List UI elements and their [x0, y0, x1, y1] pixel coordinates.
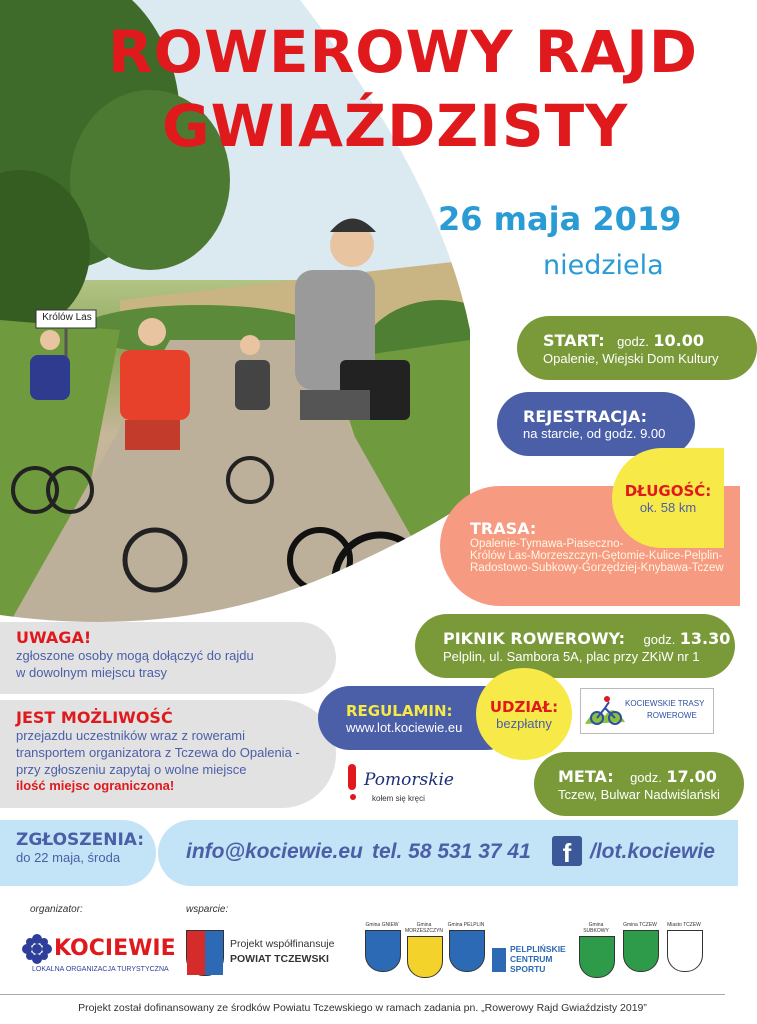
picnic-place: Pelplin, ul. Sambora 5A, plac przy ZKiW nr 1: [443, 648, 700, 664]
picnic-label: PIKNIK ROWEROWY:: [443, 628, 626, 648]
pomorskie-name: Pomorskie: [364, 770, 454, 790]
crest-label: Gmina TCZEW: [623, 922, 657, 928]
route-line-1: Opalenie-Tymawa-Piaseczno-: [470, 537, 624, 550]
picnic-time-prefix: godz.: [643, 631, 676, 647]
participation-label: UDZIAŁ:: [489, 697, 559, 716]
route-line-3: Radostowo-Subkowy-Gorzędziej-Knybawa-Tczew: [470, 561, 724, 574]
crest-label: Gmina PELPLIN: [447, 922, 485, 928]
trails-logo: [580, 688, 714, 734]
bishop-icon: [449, 930, 485, 972]
crest-label: Gmina MORZESZCZYN: [404, 922, 444, 934]
crest-label: Gmina GNIEW: [365, 922, 399, 928]
exclamation-icon: [348, 764, 356, 790]
sports-center-line-1: PELPLIŃSKIE: [510, 944, 566, 954]
crest-miasto-tczew: [664, 922, 704, 972]
red-griffin-icon: [667, 930, 703, 972]
start-box: [517, 316, 757, 380]
kociewie-logo: [22, 932, 176, 982]
finish-label: META:: [558, 766, 614, 786]
length-box: [612, 448, 724, 548]
pomorskie-tagline: kołem się kręci: [372, 794, 425, 803]
route-label: TRASA:: [470, 518, 537, 538]
dove-icon: [365, 930, 401, 972]
option-line-1: przejazdu uczestników wraz z rowerami: [16, 728, 246, 743]
option-line-2: transportem organizatora z Tczewa do Opalenia -: [16, 745, 300, 760]
event-date: 26 maja 2019: [438, 200, 682, 238]
crest-pelplin: [446, 922, 486, 972]
option-line-4: ilość miejsc ograniczona!: [16, 778, 175, 793]
rules-label: REGULAMIN:: [346, 701, 453, 720]
notice-box: [0, 622, 336, 694]
participation-value: bezpłatny: [496, 715, 552, 731]
crest-label: Gmina SUBKOWY: [583, 922, 609, 934]
facebook-icon[interactable]: f: [552, 836, 582, 866]
picnic-box: [415, 614, 735, 678]
trails-logo-line-1: KOCIEWSKIE TRASY: [625, 699, 705, 708]
option-line-3: przy zgłoszeniu zapytaj o wolne miejsce: [16, 762, 247, 777]
start-time: 10.00: [653, 330, 704, 350]
contact-email[interactable]: info@kociewie.eu: [186, 840, 363, 863]
contact-box: [158, 820, 738, 886]
crest-gmina-tczew: [620, 922, 660, 972]
option-label: JEST MOŻLIWOŚĆ: [16, 708, 173, 727]
notice-line-2: w dowolnym miejscu trasy: [16, 665, 167, 680]
crest-label: Miasto TCZEW: [667, 922, 701, 928]
signup-label: ZGŁOSZENIA:: [16, 830, 145, 850]
finish-box: [534, 752, 744, 816]
option-box: [0, 700, 336, 808]
griffin-icon: [623, 930, 659, 972]
organizer-caption: organizator:: [30, 904, 83, 915]
wheel-icon: [579, 936, 615, 978]
registration-label: REJESTRACJA:: [523, 407, 648, 426]
trails-logo-line-2: ROWEROWE: [647, 711, 697, 720]
support-line-2: POWIAT TCZEWSKI: [230, 953, 329, 965]
start-label: START:: [543, 330, 605, 350]
title-line-1: ROWEROWY RAJD: [108, 18, 698, 86]
contact-phone[interactable]: tel. 58 531 37 41: [372, 840, 531, 863]
road-sign-label: Królów Las: [42, 312, 92, 323]
start-time-prefix: godz.: [617, 333, 649, 349]
sports-center-logo: [492, 944, 564, 980]
footer-text: Projekt został dofinansowany ze środków Powiatu Tczewskiego w ramach zadania pn. „Rowerowy Rajd Gwiaździsty 2019”: [78, 1002, 647, 1014]
cross-icon: [407, 936, 443, 978]
sports-center-line-2: CENTRUM: [510, 954, 553, 964]
crest-subkowy: [576, 922, 616, 978]
support-line-1: Projekt współfinansuje: [230, 938, 335, 950]
picnic-time: 13.30: [679, 628, 731, 648]
bike-icon: [585, 694, 625, 728]
crest-gniew: [362, 922, 402, 972]
finish-time: 17.00: [666, 766, 717, 786]
exclamation-dot: [350, 794, 356, 800]
route-line-2: Królów Las-Morzeszczyn-Gętomie-Kulice-Pelplin-: [470, 549, 723, 562]
flower-icon: [22, 934, 52, 964]
sports-center-icon: [492, 948, 506, 972]
notice-label: UWAGA!: [16, 628, 92, 647]
finish-time-prefix: godz.: [630, 769, 662, 785]
footer-divider: [0, 994, 725, 995]
powiat-crest-icon: [186, 930, 224, 976]
participation-box: [476, 668, 572, 760]
registration-text: na starcie, od godz. 9.00: [523, 426, 666, 441]
support-caption: wsparcie:: [186, 904, 229, 915]
registration-box: [497, 392, 695, 456]
rules-url[interactable]: www.lot.kociewie.eu: [346, 719, 463, 735]
title-line-2: GWIAŹDZISTY: [162, 92, 629, 160]
length-label: DŁUGOŚĆ:: [624, 481, 712, 500]
contact-facebook[interactable]: /lot.kociewie: [590, 840, 715, 863]
organizer-name: KOCIEWIE: [54, 936, 176, 961]
length-value: ok. 58 km: [639, 499, 697, 515]
signup-box: [0, 820, 156, 886]
event-day: niedziela: [543, 250, 664, 281]
sports-center-line-3: SPORTU: [510, 964, 546, 974]
pomorskie-logo: [346, 764, 466, 808]
crest-morzeszczyn: [404, 922, 444, 978]
finish-place: Tczew, Bulwar Nadwiślański: [558, 786, 720, 802]
organizer-subtitle: LOKALNA ORGANIZACJA TURYSTYCZNA: [32, 966, 169, 973]
signup-deadline: do 22 maja, środa: [16, 850, 121, 865]
notice-line-1: zgłoszone osoby mogą dołączyć do rajdu: [16, 648, 254, 663]
start-place: Opalenie, Wiejski Dom Kultury: [543, 350, 719, 366]
